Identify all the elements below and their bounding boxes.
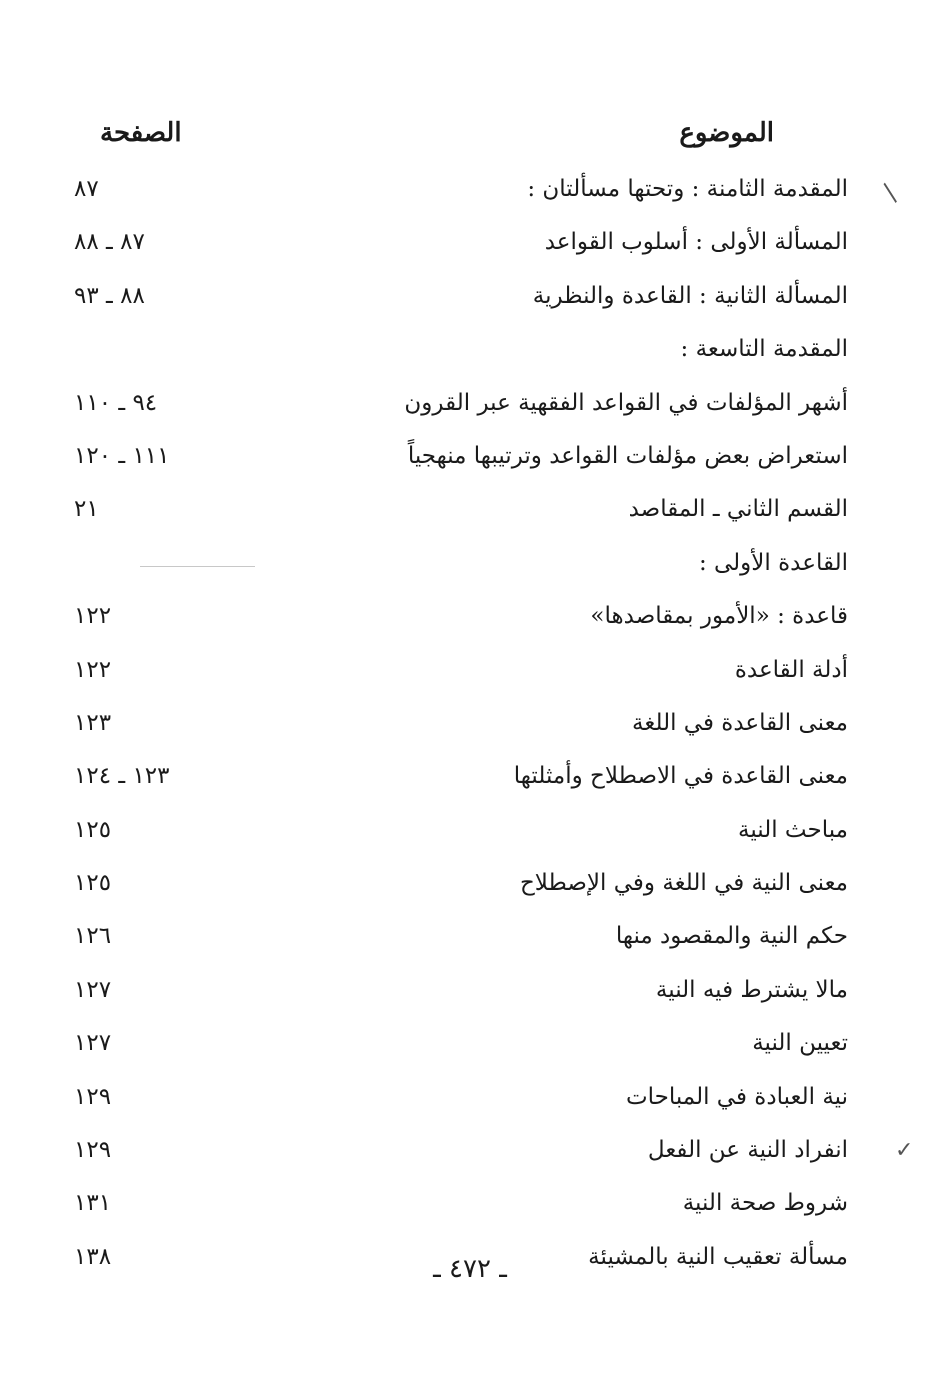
table-of-contents: [60, 172, 860, 1293]
toc-page-number: ١٢٥: [74, 870, 112, 897]
toc-page-number: ٨٧ ـ ٨٨: [74, 229, 145, 256]
toc-title: القسم الثاني ـ المقاصد: [628, 496, 848, 523]
toc-row: [60, 225, 860, 278]
toc-title: حكم النية والمقصود منها: [615, 923, 848, 950]
toc-header: [60, 118, 860, 158]
toc-title: معنى النية في اللغة وفي الإصطلاح: [519, 870, 848, 897]
toc-page-number: ١٢٢: [74, 656, 112, 683]
toc-row: [60, 706, 860, 759]
toc-title: معنى القاعدة في الاصطلاح وأمثلتها: [513, 763, 848, 790]
toc-row: [60, 1080, 860, 1133]
toc-title: أشهر المؤلفات في القواعد الفقهية عبر القرون: [404, 389, 848, 416]
toc-page-number: ١٢٥: [74, 816, 112, 843]
toc-page-number: ١٢٣: [74, 709, 112, 736]
toc-page-number: ٨٨ ـ ٩٣: [74, 282, 145, 309]
toc-page-number: ٢١: [74, 496, 99, 523]
toc-row: [60, 546, 860, 599]
toc-title: شروط صحة النية: [682, 1190, 848, 1217]
toc-title: القاعدة الأولى :: [698, 549, 848, 576]
toc-row: [60, 1133, 860, 1186]
toc-title: المقدمة التاسعة :: [680, 336, 848, 363]
check-mark-icon: ✓: [895, 1138, 914, 1163]
toc-page-number: ١٢٦: [74, 923, 112, 950]
toc-title: قاعدة : «الأمور بمقاصدها»: [590, 603, 848, 630]
page-column-heading: الصفحة: [100, 118, 182, 148]
toc-page-number: ١٢٩: [74, 1137, 112, 1164]
toc-title: تعيين النية: [752, 1030, 848, 1057]
toc-title: المسألة الأولى : أسلوب القواعد: [544, 229, 848, 256]
toc-row: [60, 759, 860, 812]
toc-title: مسألة تعقيب النية بالمشيئة: [588, 1243, 848, 1270]
toc-page-number: ١١١ ـ ١٢٠: [74, 442, 170, 469]
toc-page-number: ١٣١: [74, 1190, 112, 1217]
toc-title: مباحث النية: [738, 816, 848, 843]
toc-row: [60, 1186, 860, 1239]
page-footer-number: ـ ٤٧٢ ـ: [433, 1254, 507, 1284]
toc-row: [60, 279, 860, 332]
toc-row: [60, 973, 860, 1026]
toc-page-number: ٨٧: [74, 176, 99, 202]
toc-row: [60, 1026, 860, 1079]
toc-row: [60, 172, 860, 225]
toc-row: [60, 919, 860, 972]
toc-row: [60, 492, 860, 545]
toc-row: [60, 386, 860, 439]
toc-row: [60, 439, 860, 492]
toc-title: انفراد النية عن الفعل: [647, 1137, 848, 1164]
toc-page-number: ١٢٧: [74, 1030, 112, 1057]
toc-page-number: ٩٤ ـ ١١٠: [74, 389, 158, 416]
toc-row: [60, 599, 860, 652]
toc-row: [60, 332, 860, 385]
toc-title: المسألة الثانية : القاعدة والنظرية: [532, 282, 848, 309]
toc-title: المقدمة الثامنة : وتحتها مسألتان :: [527, 176, 848, 202]
toc-page-number: ١٢٧: [74, 976, 112, 1003]
toc-page-number: ١٢٩: [74, 1083, 112, 1110]
toc-title: مالا يشترط فيه النية: [655, 976, 848, 1003]
toc-title: استعراض بعض مؤلفات القواعد وترتيبها منهجياً: [407, 442, 848, 469]
toc-title: أدلة القاعدة: [734, 656, 848, 683]
toc-title: معنى القاعدة في اللغة: [632, 709, 848, 736]
check-mark-icon: /: [876, 180, 905, 206]
toc-page-number: ١٢٣ ـ ١٢٤: [74, 763, 170, 790]
toc-row: [60, 653, 860, 706]
toc-row: [60, 813, 860, 866]
topic-column-heading: الموضوع: [679, 118, 774, 148]
toc-page-number: ١٣٨: [74, 1243, 112, 1270]
toc-title: نية العبادة في المباحات: [625, 1083, 848, 1110]
toc-row: [60, 866, 860, 919]
toc-page-number: ١٢٢: [74, 603, 112, 630]
